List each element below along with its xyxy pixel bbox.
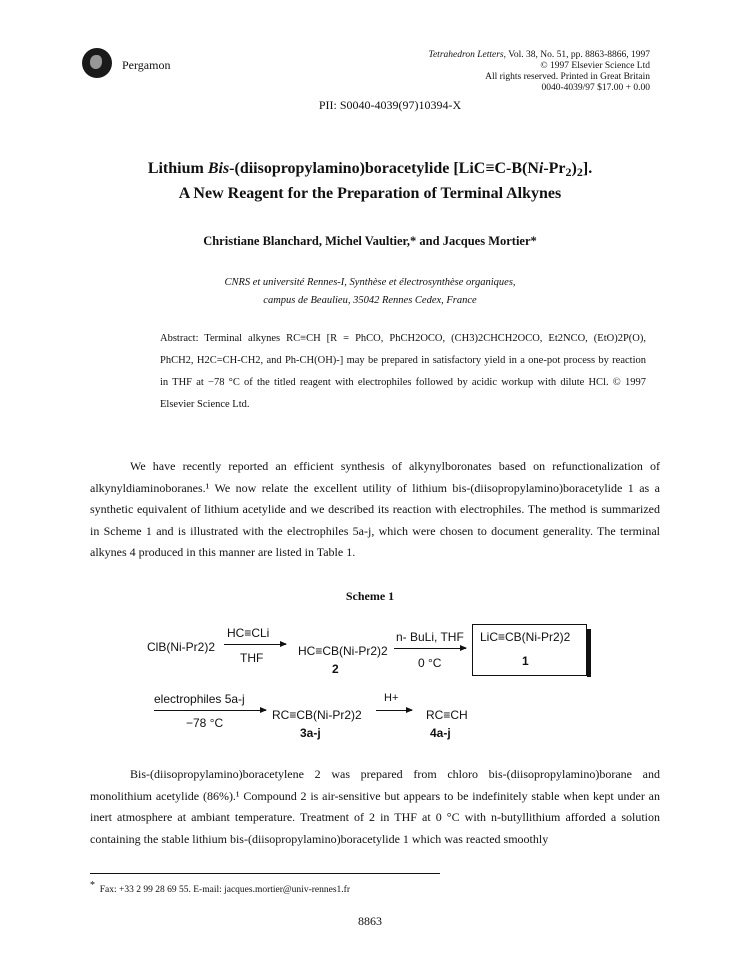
- affiliation: CNRS et université Rennes-I, Synthèse et électrosynthèse organiques, campus de Beaulieu, 35042 Rennes Cedex, France: [224, 277, 516, 306]
- reagent-electrophiles: electrophiles 5a-j: [154, 692, 245, 706]
- reaction-arrow-4: [376, 710, 412, 711]
- page-number: 8863: [358, 914, 382, 928]
- temperature-minus-78c: −78 °C: [186, 716, 224, 730]
- product-4-label: 4a-j: [430, 726, 451, 740]
- reagent-lithium-acetylide: HC≡CLi: [227, 626, 270, 640]
- product-2-formula: HC≡CB(Ni-Pr2)2: [298, 644, 388, 658]
- product-1-label: 1: [522, 654, 529, 668]
- product-3-formula: RC≡CB(Ni-Pr2)2: [272, 708, 362, 722]
- volume-info: Vol. 38, No. 51, pp. 8863-8866, 1997: [508, 50, 650, 60]
- reaction-arrow-3: [154, 710, 266, 711]
- rights-line: All rights reserved. Printed in Great Britain: [485, 72, 650, 82]
- solvent-thf: THF: [240, 651, 264, 665]
- reactant-chloroborane: ClB(Ni-Pr2)2: [147, 640, 216, 654]
- reaction-arrow-1: [224, 644, 286, 645]
- paragraph-1: We have recently reported an efficient synthesis of alkynylboronates based on refunctionalization of alkynyldiaminoboranes.¹ We now relate the excellent utility of lithium bis-(diisopropylamino)boracetylide 1 as a synthetic equivalent of lithium acetylide and we described its reaction with electrophiles. The method is summarized in Scheme 1 and is illustrated with the electrophiles 5a-j, which were chosen to document generality. The terminal alkynes 4 produced in this manner are listed in Table 1.: [90, 459, 660, 559]
- article-title: [0, 158, 740, 205]
- journal-name: Tetrahedron Letters,: [428, 50, 506, 60]
- product-1-formula: LiC≡CB(Ni-Pr2)2: [480, 630, 571, 644]
- temperature-0c: 0 °C: [418, 656, 442, 670]
- author-list: Christiane Blanchard, Michel Vaultier,* and Jacques Mortier*: [203, 234, 537, 248]
- title-line-2: A New Reagent for the Preparation of Terminal Alkynes: [178, 185, 562, 202]
- scheme-title: Scheme 1: [345, 589, 395, 603]
- price-line: 0040-4039/97 $17.00 + 0.00: [541, 83, 650, 93]
- reagent-butyllithium: n- BuLi, THF: [396, 630, 464, 644]
- title-line-1: Lithium Bis-(diisopropylamino)boracetylide $[LiC\equiv C-B(Ni-Pr_2)_2]$.: [147, 160, 593, 179]
- citation-block: [429, 50, 650, 94]
- abstract: Abstract: Terminal alkynes RC≡CH [R = PhCO, PhCH2OCO, (CH3)2CHCH2OCO, Et2NCO, (EtO)2P(O), PhCH2, H2C=CH-CH2, and Ph-CH(OH)-] may be prepared in satisfactory yield in a one-pot process by reaction in THF at −78 °C of the titled reagent with electrophiles followed by acidic workup with dilute HCl. © 1997 Elsevier Science Ltd.: [160, 333, 646, 410]
- paragraph-2: Bis-(diisopropylamino)boracetylene 2 was prepared from chloro bis-(diisopropylamino)borane and monolithium acetylide (86%).¹ Compound 2 is air-sensitive but appears to be indefinitely stable when kept under an inert atmosphere at ambiant temperature. Treatment of 2 in THF at 0 °C with n-butyllithium afforded a solution containing the stable lithium bis-(diisopropylamino)boracetylide 1 which was reacted smoothly: [90, 767, 660, 846]
- reagent-acid: H+: [384, 692, 399, 704]
- pii-line: PII: S0040-4039(97)10394-X: [318, 98, 462, 112]
- footnote: * Fax: +33 2 99 28 69 55. E-mail: jacques.mortier@univ-rennes1.fr: [90, 880, 350, 896]
- product-4-formula: RC≡CH: [426, 708, 468, 722]
- publisher-name: Pergamon: [122, 58, 171, 72]
- pergamon-logo: [82, 48, 112, 78]
- reaction-arrow-2: [394, 648, 466, 649]
- footnote-divider: [90, 873, 440, 874]
- product-3-label: 3a-j: [300, 726, 321, 740]
- copyright-line: © 1997 Elsevier Science Ltd: [540, 61, 650, 71]
- product-2-label: 2: [332, 662, 339, 676]
